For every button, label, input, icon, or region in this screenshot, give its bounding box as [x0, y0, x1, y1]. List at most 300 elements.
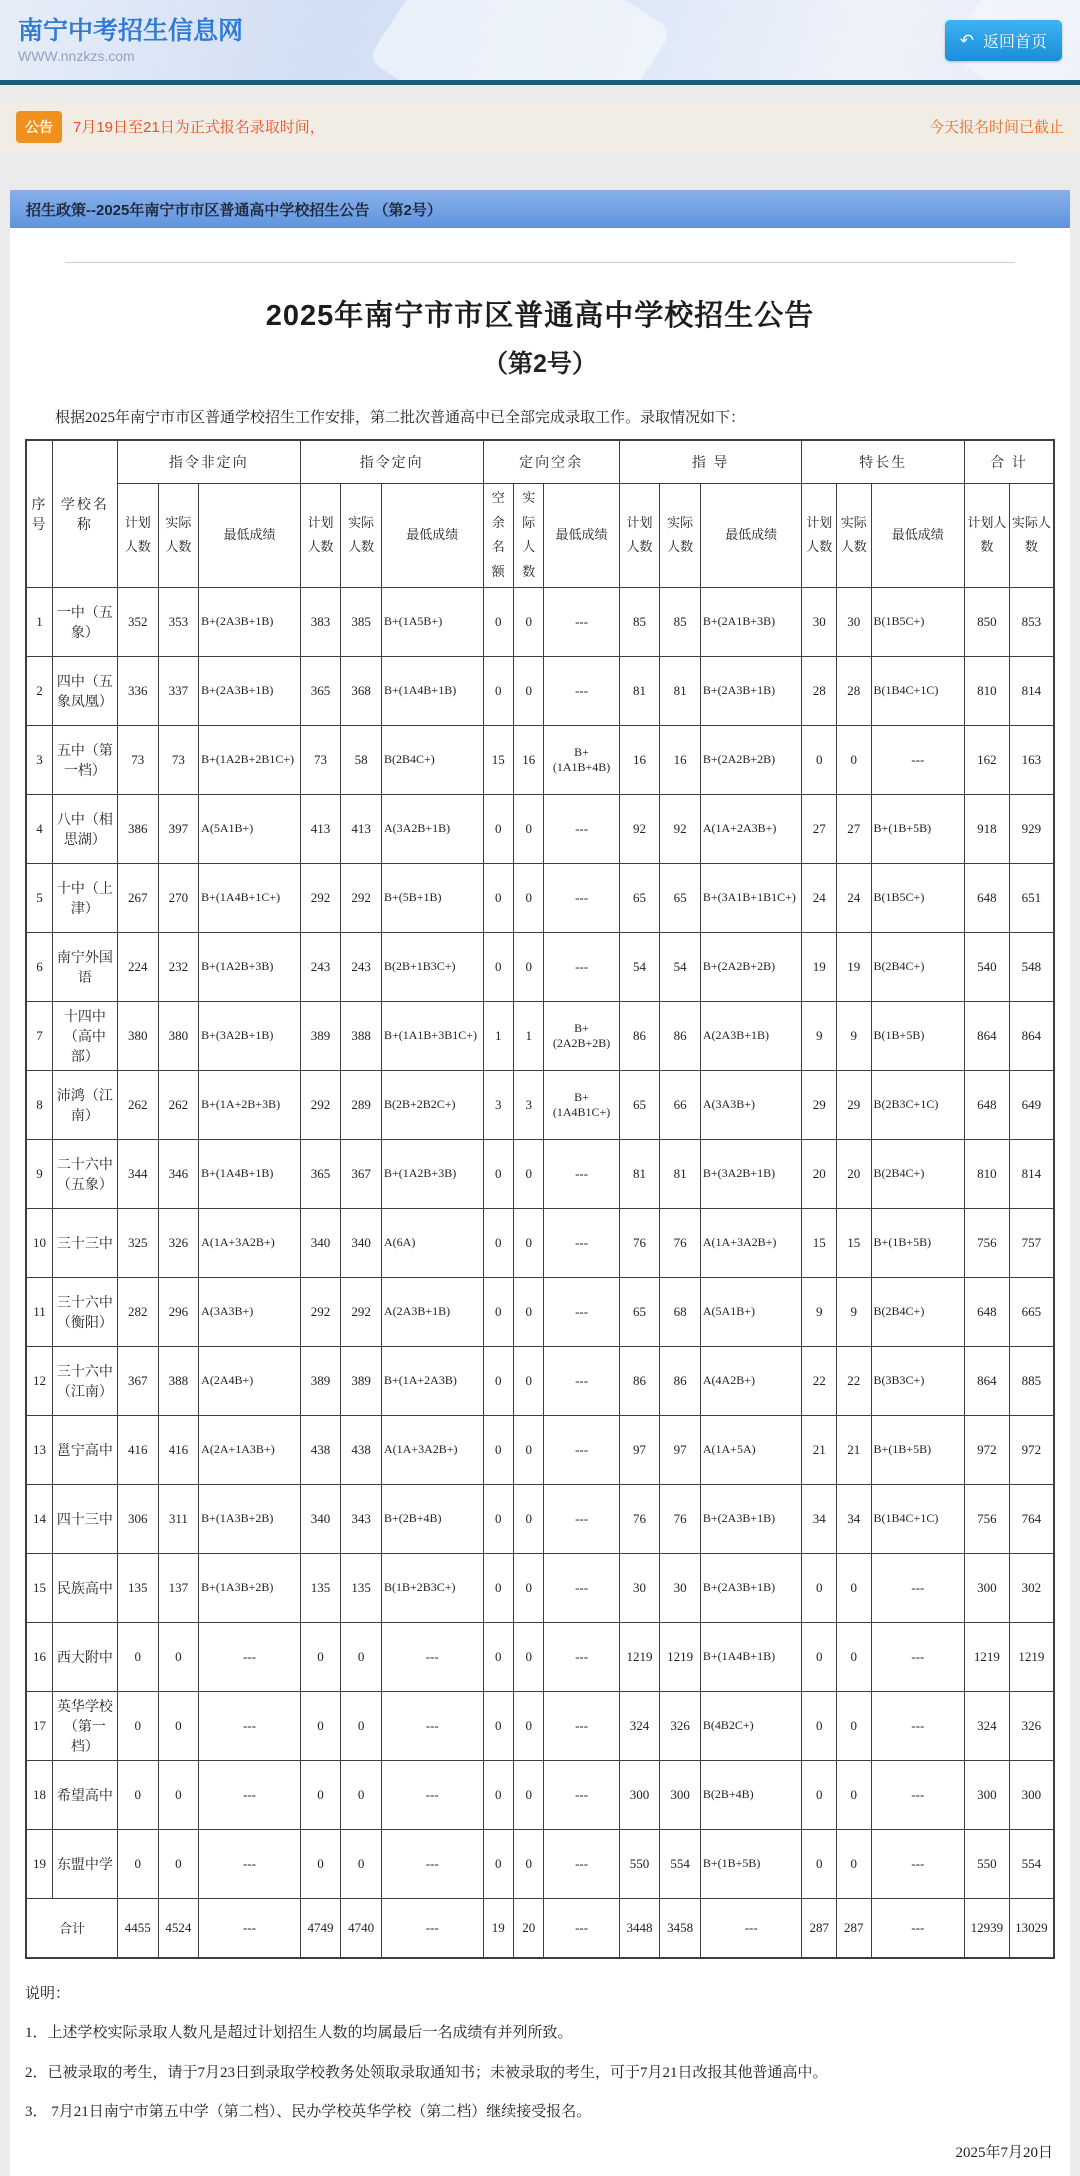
cell: B(1B+2B3C+) [381, 1553, 483, 1622]
table-row [26, 863, 1054, 932]
cell: 365 [300, 656, 341, 725]
cell: 0 [483, 1277, 513, 1346]
column-group-header: 合 计 [965, 440, 1054, 484]
table-row [26, 1346, 1054, 1415]
cell: 0 [514, 794, 544, 863]
column-subheader: 计划人数 [965, 484, 1010, 588]
cell: 85 [660, 587, 701, 656]
cell: --- [381, 1691, 483, 1760]
cell: 92 [619, 794, 660, 863]
cell: 29 [802, 1070, 837, 1139]
page-subtitle: （第2号） [483, 350, 597, 378]
cell: 413 [341, 794, 382, 863]
cell: 550 [965, 1829, 1010, 1898]
cell: 380 [117, 1001, 158, 1070]
cell: 66 [660, 1070, 701, 1139]
table-row [26, 587, 1054, 656]
notice-deadline-text: 今天报名时间已截止 [928, 119, 1064, 136]
cell: 16 [619, 725, 660, 794]
cell: B(3B3C+) [871, 1346, 964, 1415]
column-group-header: 指令定向 [300, 440, 483, 484]
cell: 9 [837, 1277, 872, 1346]
breadcrumb: 招生政策--2025年南宁市市区普通高中学校招生公告 （第2号） [10, 190, 1070, 228]
school-name: 希望高中 [52, 1760, 117, 1829]
column-subheader: 实际人数 [837, 484, 872, 588]
cell: 30 [837, 587, 872, 656]
cell: 21 [837, 1415, 872, 1484]
school-name: 八中（相思湖） [52, 794, 117, 863]
note-item: 2．已被录取的考生，请于7月23日到录取学校教务处领取录取通知书；未被录取的考生，可于7月21日改报其他普通高中。 [25, 2064, 828, 2081]
row-number: 7 [26, 1001, 52, 1070]
cell: 367 [117, 1346, 158, 1415]
cell: 1219 [660, 1622, 701, 1691]
cell: 243 [341, 932, 382, 1001]
school-name: 一中（五象） [52, 587, 117, 656]
column-subheader: 最低成绩 [199, 484, 301, 588]
cell: 344 [117, 1139, 158, 1208]
cell: 0 [837, 1691, 872, 1760]
school-name: 西大附中 [52, 1622, 117, 1691]
cell: --- [544, 932, 619, 1001]
cell: 972 [965, 1415, 1010, 1484]
cell: --- [544, 1346, 619, 1415]
cell: 0 [483, 1760, 513, 1829]
cell: 73 [158, 725, 199, 794]
cell: 368 [341, 656, 382, 725]
cell: --- [199, 1829, 301, 1898]
cell: --- [871, 1691, 964, 1760]
cell: B+(2A2B+2B) [544, 1001, 619, 1070]
cell: 0 [514, 1760, 544, 1829]
cell: 0 [483, 587, 513, 656]
total-cell: --- [381, 1898, 483, 1958]
cell: B+(1B+5B) [871, 794, 964, 863]
cell: 648 [965, 863, 1010, 932]
cell: 343 [341, 1484, 382, 1553]
table-row [26, 1139, 1054, 1208]
cell: A(6A) [381, 1208, 483, 1277]
cell: 0 [483, 1829, 513, 1898]
column-subheader: 实际人数 [514, 484, 544, 588]
cell: B+(1A1B+3B1C+) [381, 1001, 483, 1070]
cell: 337 [158, 656, 199, 725]
cell: 340 [300, 1208, 341, 1277]
cell: 97 [619, 1415, 660, 1484]
cell: 0 [514, 1553, 544, 1622]
cell: 0 [802, 1760, 837, 1829]
total-cell: 4524 [158, 1898, 199, 1958]
total-cell: 20 [514, 1898, 544, 1958]
cell: --- [544, 1484, 619, 1553]
total-cell: 3448 [619, 1898, 660, 1958]
cell: 1219 [965, 1622, 1010, 1691]
school-name: 三十三中 [52, 1208, 117, 1277]
cell: 388 [341, 1001, 382, 1070]
cell: B+(1A4B+1B) [199, 1139, 301, 1208]
cell: 97 [660, 1415, 701, 1484]
notes-heading: 说明： [25, 1985, 71, 2002]
row-number: 10 [26, 1208, 52, 1277]
cell: 326 [158, 1208, 199, 1277]
cell: 81 [660, 656, 701, 725]
cell: 665 [1009, 1277, 1054, 1346]
cell: 27 [802, 794, 837, 863]
cell: B(1B5C+) [871, 587, 964, 656]
cell: B+(1A5B+) [381, 587, 483, 656]
cell: A(5A1B+) [700, 1277, 802, 1346]
cell: 0 [514, 1691, 544, 1760]
total-cell: 13029 [1009, 1898, 1054, 1958]
table-row [26, 1691, 1054, 1760]
cell: B+(1A+2A3B) [381, 1346, 483, 1415]
cell: 365 [300, 1139, 341, 1208]
page-title: 2025年南宁市市区普通高中学校招生公告 [265, 300, 815, 332]
cell: 383 [300, 587, 341, 656]
cell: 27 [837, 794, 872, 863]
table-row [26, 1208, 1054, 1277]
cell: B+(1A3B+2B) [199, 1484, 301, 1553]
column-subheader: 实际人数 [341, 484, 382, 588]
row-number: 11 [26, 1277, 52, 1346]
column-header: 学校名称 [52, 440, 117, 587]
cell: 0 [802, 1553, 837, 1622]
column-subheader: 计划人数 [117, 484, 158, 588]
cell: 54 [619, 932, 660, 1001]
cell: 0 [802, 1829, 837, 1898]
cell: 850 [965, 587, 1010, 656]
cell: 34 [802, 1484, 837, 1553]
cell: A(5A1B+) [199, 794, 301, 863]
cell: 34 [837, 1484, 872, 1553]
cell: 311 [158, 1484, 199, 1553]
column-group-header: 指令非定向 [117, 440, 300, 484]
cell: 0 [837, 1760, 872, 1829]
cell: --- [544, 1139, 619, 1208]
school-name: 四中（五象凤凰） [52, 656, 117, 725]
cell: 389 [300, 1346, 341, 1415]
cell: B+(2A3B+1B) [199, 587, 301, 656]
cell: B+(1A1B+4B) [544, 725, 619, 794]
cell: 65 [619, 1070, 660, 1139]
total-cell: 4740 [341, 1898, 382, 1958]
cell: --- [544, 656, 619, 725]
cell: 28 [802, 656, 837, 725]
cell: 20 [837, 1139, 872, 1208]
cell: --- [544, 1277, 619, 1346]
cell: B(1B5C+) [871, 863, 964, 932]
cell: B+(1B+5B) [700, 1829, 802, 1898]
note-item: 1．上述学校实际录取人数凡是超过计划招生人数的均属最后一名成绩有并列所致。 [25, 2025, 573, 2042]
cell: A(3A3B+) [199, 1277, 301, 1346]
cell: 300 [965, 1553, 1010, 1622]
row-number: 15 [26, 1553, 52, 1622]
cell: 30 [619, 1553, 660, 1622]
row-number: 19 [26, 1829, 52, 1898]
cell: --- [871, 1760, 964, 1829]
cell: B+(1A4B+1C+) [199, 863, 301, 932]
cell: 0 [514, 1622, 544, 1691]
cell: B+(1A2B+2B1C+) [199, 725, 301, 794]
cell: B(2B+2B2C+) [381, 1070, 483, 1139]
cell: 16 [514, 725, 544, 794]
cell: 352 [117, 587, 158, 656]
cell: --- [871, 1553, 964, 1622]
cell: 757 [1009, 1208, 1054, 1277]
cell: B+(2A1B+3B) [700, 587, 802, 656]
cell: 19 [837, 932, 872, 1001]
site-title: 南宁中考招生信息网 [18, 17, 244, 46]
cell: 0 [514, 1277, 544, 1346]
row-number: 5 [26, 863, 52, 932]
column-subheader: 实际人数 [1009, 484, 1054, 588]
cell: 0 [341, 1760, 382, 1829]
cell: --- [199, 1760, 301, 1829]
cell: B+(1A4B1C+) [544, 1070, 619, 1139]
cell: B+(2A2B+2B) [700, 932, 802, 1001]
cell: 0 [483, 1346, 513, 1415]
cell: A(2A3B+1B) [700, 1001, 802, 1070]
school-name: 三十六中（江南） [52, 1346, 117, 1415]
cell: 86 [619, 1001, 660, 1070]
total-cell: 287 [802, 1898, 837, 1958]
cell: --- [381, 1829, 483, 1898]
cell: 296 [158, 1277, 199, 1346]
cell: 65 [619, 863, 660, 932]
cell: 864 [965, 1001, 1010, 1070]
column-subheader: 最低成绩 [381, 484, 483, 588]
cell: 15 [483, 725, 513, 794]
table-row [26, 1622, 1054, 1691]
row-number: 16 [26, 1622, 52, 1691]
column-subheader: 空余名额 [483, 484, 513, 588]
row-number: 6 [26, 932, 52, 1001]
row-number: 14 [26, 1484, 52, 1553]
cell: --- [199, 1622, 301, 1691]
cell: 86 [660, 1001, 701, 1070]
cell: 0 [300, 1829, 341, 1898]
cell: 0 [300, 1691, 341, 1760]
cell: 385 [341, 587, 382, 656]
cell: --- [544, 1760, 619, 1829]
cell: B+(2A3B+1B) [700, 1484, 802, 1553]
cell: 0 [837, 1829, 872, 1898]
cell: 413 [300, 794, 341, 863]
cell: B+(3A1B+1B1C+) [700, 863, 802, 932]
cell: 864 [1009, 1001, 1054, 1070]
table-row [26, 725, 1054, 794]
cell: B+(5B+1B) [381, 863, 483, 932]
cell: 0 [514, 1415, 544, 1484]
cell: 306 [117, 1484, 158, 1553]
total-cell: 4749 [300, 1898, 341, 1958]
notes-section [25, 1983, 1055, 2124]
cell: 0 [117, 1829, 158, 1898]
cell: 1 [483, 1001, 513, 1070]
cell: 262 [158, 1070, 199, 1139]
cell: 325 [117, 1208, 158, 1277]
cell: B+(1B+5B) [871, 1415, 964, 1484]
row-number: 17 [26, 1691, 52, 1760]
cell: 292 [341, 1277, 382, 1346]
cell: --- [544, 587, 619, 656]
cell: 649 [1009, 1070, 1054, 1139]
cell: B+(1A4B+1B) [381, 656, 483, 725]
total-cell: --- [199, 1898, 301, 1958]
cell: 302 [1009, 1553, 1054, 1622]
return-arrow-icon: ↶ [959, 30, 974, 50]
cell: 0 [514, 932, 544, 1001]
cell: --- [381, 1622, 483, 1691]
cell: B+(3A2B+1B) [199, 1001, 301, 1070]
total-cell: 12939 [965, 1898, 1010, 1958]
total-label: 合计 [26, 1898, 117, 1958]
total-cell: --- [544, 1898, 619, 1958]
cell: 24 [837, 863, 872, 932]
cell: 9 [802, 1001, 837, 1070]
cell: 972 [1009, 1415, 1054, 1484]
cell: 224 [117, 932, 158, 1001]
column-subheader: 最低成绩 [871, 484, 964, 588]
cell: 0 [341, 1622, 382, 1691]
cell: B+(1A2B+3B) [199, 932, 301, 1001]
cell: 918 [965, 794, 1010, 863]
cell: --- [544, 1208, 619, 1277]
cell: --- [544, 1829, 619, 1898]
school-name: 英华学校（第一档） [52, 1691, 117, 1760]
cell: 21 [802, 1415, 837, 1484]
cell: 388 [158, 1346, 199, 1415]
cell: 0 [483, 1415, 513, 1484]
cell: 0 [483, 656, 513, 725]
school-name: 二十六中（五象） [52, 1139, 117, 1208]
cell: 0 [158, 1622, 199, 1691]
back-home-button[interactable] [945, 20, 1062, 61]
total-cell: --- [871, 1898, 964, 1958]
cell: 58 [341, 725, 382, 794]
cell: 651 [1009, 863, 1054, 932]
cell: 0 [514, 656, 544, 725]
cell: 1 [514, 1001, 544, 1070]
cell: A(1A+3A2B+) [199, 1208, 301, 1277]
cell: 292 [300, 863, 341, 932]
cell: 554 [660, 1829, 701, 1898]
table-row [26, 1070, 1054, 1139]
cell: 300 [660, 1760, 701, 1829]
cell: A(1A+3A2B+) [381, 1415, 483, 1484]
total-row [26, 1898, 1054, 1958]
cell: 0 [117, 1622, 158, 1691]
column-group-header: 指 导 [619, 440, 802, 484]
cell: 416 [117, 1415, 158, 1484]
cell: 162 [965, 725, 1010, 794]
school-name: 五中（第一档） [52, 725, 117, 794]
cell: 76 [660, 1484, 701, 1553]
table-row [26, 1415, 1054, 1484]
cell: 292 [341, 863, 382, 932]
site-header [0, 0, 1080, 85]
table-row [26, 1829, 1054, 1898]
cell: 292 [300, 1070, 341, 1139]
cell: 0 [514, 1139, 544, 1208]
column-subheader: 实际人数 [660, 484, 701, 588]
school-name: 东盟中学 [52, 1829, 117, 1898]
column-group-header: 定向空余 [483, 440, 619, 484]
cell: 1219 [619, 1622, 660, 1691]
cell: 810 [965, 1139, 1010, 1208]
cell: 438 [300, 1415, 341, 1484]
column-group-header: 特长生 [802, 440, 965, 484]
cell: 324 [965, 1691, 1010, 1760]
cell: 54 [660, 932, 701, 1001]
cell: 81 [619, 1139, 660, 1208]
cell: 22 [802, 1346, 837, 1415]
cell: 864 [965, 1346, 1010, 1415]
cell: 324 [619, 1691, 660, 1760]
cell: --- [544, 1553, 619, 1622]
cell: 0 [514, 1484, 544, 1553]
cell: 0 [837, 1553, 872, 1622]
cell: 386 [117, 794, 158, 863]
cell: 92 [660, 794, 701, 863]
cell: 756 [965, 1484, 1010, 1553]
cell: 0 [802, 725, 837, 794]
cell: 0 [158, 1829, 199, 1898]
cell: 326 [1009, 1691, 1054, 1760]
cell: 0 [483, 1139, 513, 1208]
notice-badge: 公告 [16, 111, 62, 143]
cell: 29 [837, 1070, 872, 1139]
cell: 885 [1009, 1346, 1054, 1415]
row-number: 18 [26, 1760, 52, 1829]
cell: 73 [300, 725, 341, 794]
cell: 540 [965, 932, 1010, 1001]
cell: A(4A2B+) [700, 1346, 802, 1415]
total-cell: 4455 [117, 1898, 158, 1958]
cell: --- [871, 1829, 964, 1898]
cell: 267 [117, 863, 158, 932]
cell: 300 [965, 1760, 1010, 1829]
notice-bar [0, 103, 1080, 150]
cell: 270 [158, 863, 199, 932]
school-name: 十四中（高中部） [52, 1001, 117, 1070]
cell: 756 [965, 1208, 1010, 1277]
cell: B(2B4C+) [871, 1277, 964, 1346]
cell: 65 [660, 863, 701, 932]
school-name: 邕宁高中 [52, 1415, 117, 1484]
cell: 0 [483, 794, 513, 863]
cell: 76 [660, 1208, 701, 1277]
cell: 137 [158, 1553, 199, 1622]
cell: 282 [117, 1277, 158, 1346]
row-number: 12 [26, 1346, 52, 1415]
cell: 0 [483, 1484, 513, 1553]
cell: 86 [660, 1346, 701, 1415]
cell: 24 [802, 863, 837, 932]
document-date: 2025年7月20日 [955, 2144, 1053, 2161]
cell: 648 [965, 1070, 1010, 1139]
intro-paragraph: 根据2025年南宁市市区普通学校招生工作安排，第二批次普通高中已全部完成录取工作。录取情况如下： [55, 410, 746, 426]
column-subheader: 实际人数 [158, 484, 199, 588]
cell: 0 [158, 1760, 199, 1829]
cell: 15 [837, 1208, 872, 1277]
total-cell: 287 [837, 1898, 872, 1958]
notice-text: 7月19日至21日为正式报名录取时间， [73, 119, 325, 136]
cell: 326 [660, 1691, 701, 1760]
cell: B+(2A3B+1B) [700, 656, 802, 725]
cell: B(1B+5B) [871, 1001, 964, 1070]
cell: B+(1B+5B) [871, 1208, 964, 1277]
cell: B+(1A3B+2B) [199, 1553, 301, 1622]
